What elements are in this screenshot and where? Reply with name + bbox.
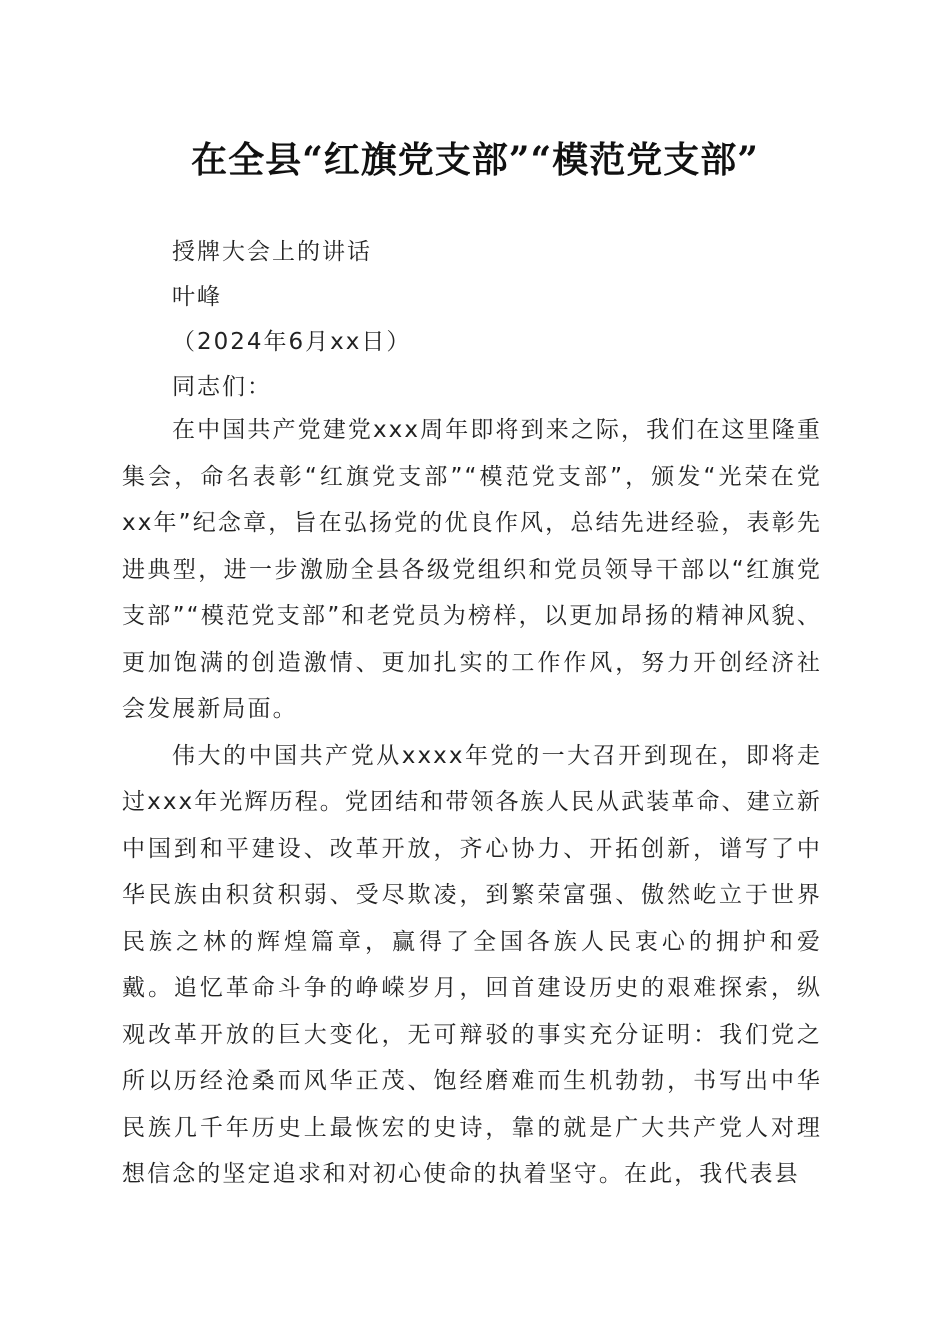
document-subtitle: 授牌大会上的讲话: [172, 239, 372, 265]
document-date: （2024年6月xx日）: [172, 329, 412, 355]
document-body: [122, 407, 822, 1198]
document-salutation: 同志们：: [172, 374, 272, 400]
paragraph-1: 在中国共产党建党xxx周年即将到来之际，我们在这里隆重集会，命名表彰“红旗党支部”“模范党支部”，颁发“光荣在党xx年”纪念章，旨在弘扬党的优良作风，总结先进经验，表彰先进典型，进一步激励全县各级党组织和党员领导干部以“红旗党支部”“模范党支部”和老党员为榜样，以更加昂扬的精神风貌、更加饱满的创造激情、更加扎实的工作作风，努力开创经济社会发展新局面。: [122, 417, 822, 722]
document-author: 叶峰: [172, 284, 222, 310]
paragraph-2: 伟大的中国共产党从xxxx年党的一大召开到现在，即将走过xxx年光辉历程。党团结和带领各族人民从武装革命、建立新中国到和平建设、改革开放，齐心协力、开拓创新，谱写了中华民族由积贫积弱、受尽欺凌，到繁荣富强、傲然屹立于世界民族之林的辉煌篇章，赢得了全国各族人民衷心的拥护和爱戴。追忆革命斗争的峥嵘岁月，回首建设历史的艰难探索，纵观改革开放的巨大变化，无可辩驳的事实充分证明：我们党之所以历经沧桑而风华正茂、饱经磨难而生机勃勃，书写出中华民族几千年历史上最恢宏的史诗，靠的就是广大共产党人对理想信念的坚定追求和对初心使命的执着坚守。在此，我代表县: [122, 742, 822, 1187]
document-title: 在全县“红旗党支部”“模范党支部”: [191, 139, 759, 181]
